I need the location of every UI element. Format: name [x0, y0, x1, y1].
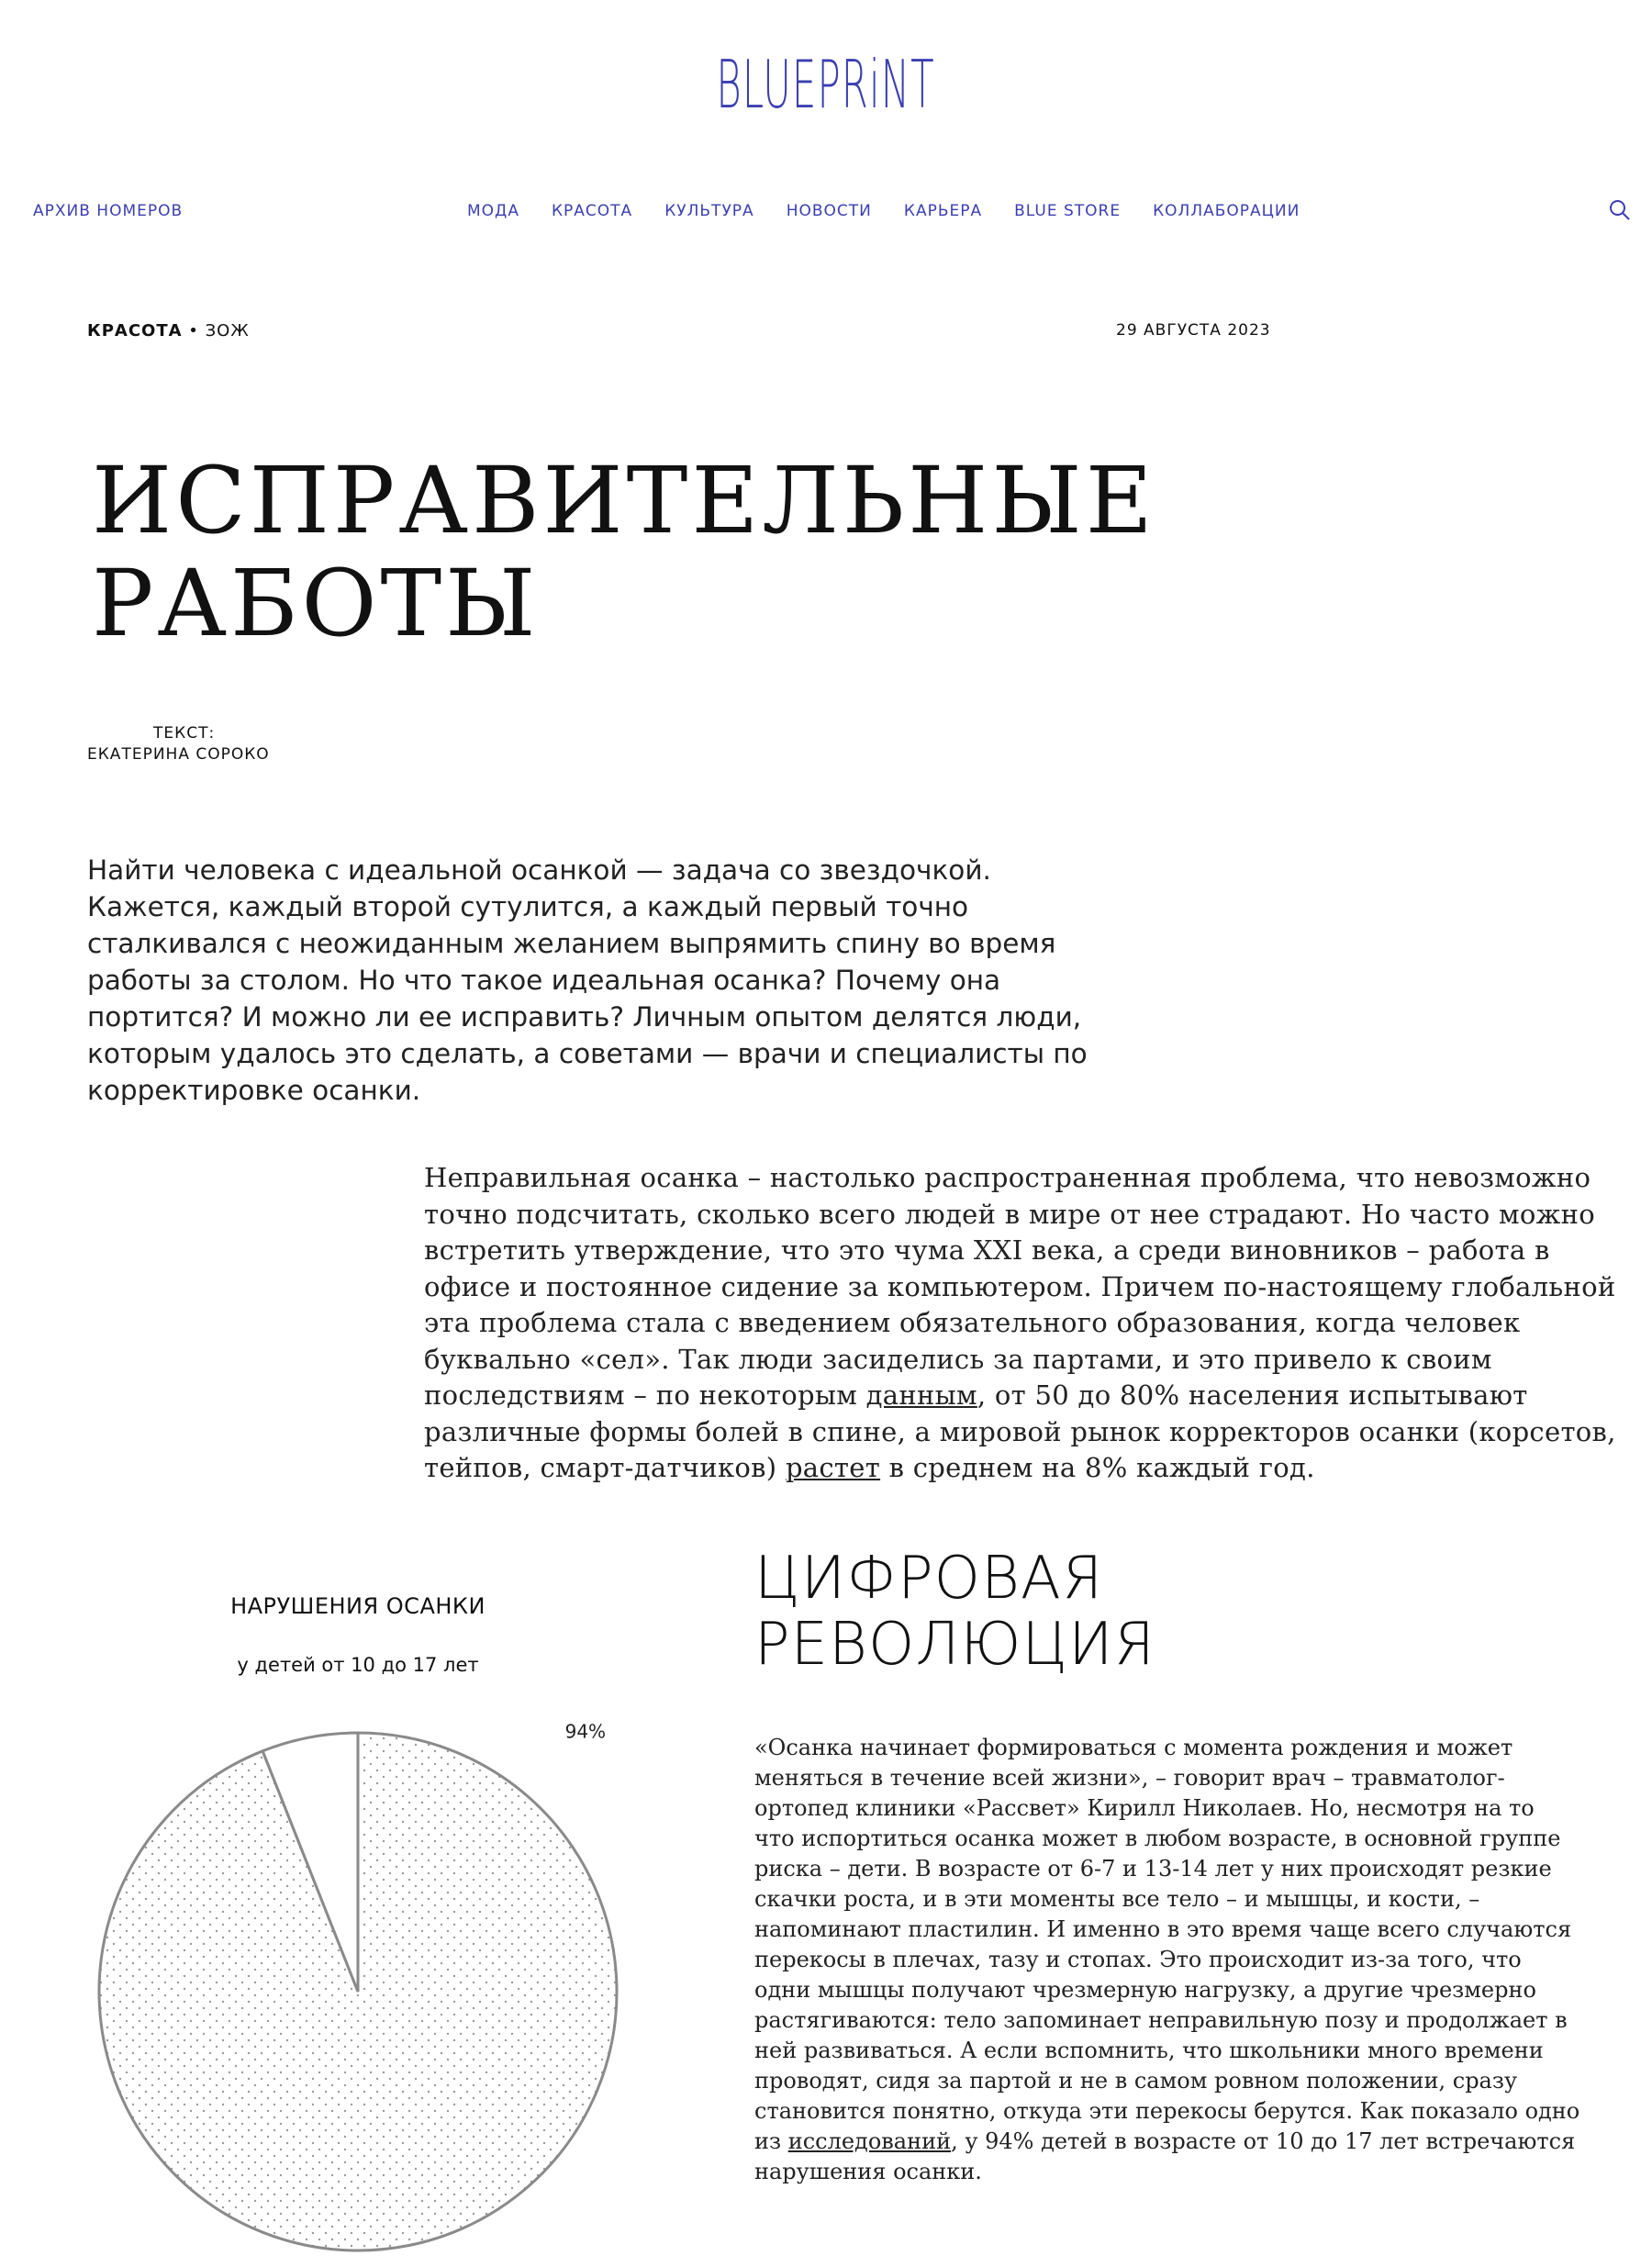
article-category — [87, 321, 250, 341]
body-paragraph-1 — [424, 1160, 1617, 1487]
body-paragraph-2 — [754, 1733, 1580, 2187]
article-date: 29 АВГУСТА 2023 — [1116, 321, 1271, 340]
nav-item-blue-store[interactable]: BLUE STORE — [1014, 202, 1122, 220]
article-lead: Найти человека с идеальной осанкой — задача со звездочкой. Кажется, каждый второй сутулится, а каждый первый точно сталкивался с неожиданным желанием выпрямить спину во время работы за столом. Но что такое идеальная осанка? Почему она портится? И можно ли ее исправить? Личным опытом делятся люди, которым удалось это сделать, а советами — врачи и специалисты по корректировке осанки. — [87, 854, 1088, 1106]
byline — [87, 723, 270, 765]
byline-label: ТЕКСТ: — [153, 724, 216, 743]
search-icon[interactable] — [1608, 198, 1632, 222]
body1-text-b: , от 50 до 80% населения испытывают различные формы болей в спине, а мировой рынок корректоров осанки (корсетов, тейпов, смарт-датчиков) — [424, 1379, 1616, 1483]
link-grows[interactable]: растет — [785, 1452, 881, 1483]
logo-text: BLUEPRiNT — [716, 46, 936, 123]
nav-item-collaborations[interactable]: КОЛЛАБОРАЦИИ — [1153, 202, 1300, 220]
section-heading-line-1: ЦИФРОВАЯ — [754, 1545, 1104, 1613]
main-menu — [467, 202, 1332, 220]
article-title — [92, 447, 1193, 657]
pie-chart — [92, 1716, 642, 2267]
section-heading-line-2: РЕВОЛЮЦИЯ — [754, 1611, 1155, 1679]
link-data[interactable]: данным — [865, 1379, 977, 1411]
link-research[interactable]: исследований — [787, 2128, 952, 2154]
title-line-2: РАБОТЫ — [92, 550, 540, 657]
top-navigation — [0, 198, 1652, 226]
body2-text-b: , у 94% детей в возрасте от 10 до 17 лет встречаются нарушения осанки. — [754, 2128, 1576, 2184]
chart-title: НАРУШЕНИЯ ОСАНКИ — [230, 1593, 486, 1619]
pie-label-0: 94% — [564, 1720, 607, 1743]
nav-item-career[interactable]: КАРЬЕРА — [903, 202, 983, 220]
nav-archive-link[interactable]: АРХИВ НОМЕРОВ — [33, 202, 184, 220]
nav-item-beauty[interactable]: КРАСОТА — [551, 202, 633, 220]
subcategory-link[interactable]: • ЗОЖ — [188, 321, 250, 341]
body2-text-a: «Осанка начинает формироваться с момента рождения и может меняться в течение всей жизни», – говорит врач – травматолог-ортопед клиники «Рассвет» Кирилл Николаев. Но, несмотря на то что испортиться осанка может в любом возрасте, в основной группе риска – дети. В возрасте от 6-7 и 13-14 лет у них происходят резкие скачки роста, и в эти моменты все тело – и мышцы, и кости, – напоминают пластилин. И именно в это время чаще всего случаются перекосы в плечах, тазу и стопах. Это происходит из-за того, что одни мышцы получают чрезмерную нагрузку, а другие чрезмерно растягиваются: тело запоминает неправильную позу и продолжает в ней развиваться. А если вспомнить, что школьники много времени проводят, сидя за партой и не в самом ровном положении, сразу становится понятно, откуда эти перекосы берутся. Как показало одно из — [754, 1735, 1580, 2154]
body1-text-c: в среднем на 8% каждый год. — [880, 1452, 1315, 1483]
title-line-1: ИСПРАВИТЕЛЬНЫЕ — [92, 447, 1156, 554]
category-link[interactable]: КРАСОТА — [87, 321, 183, 341]
nav-item-culture[interactable]: КУЛЬТУРА — [664, 202, 754, 220]
nav-item-news[interactable]: НОВОСТИ — [786, 202, 872, 220]
site-logo[interactable] — [0, 29, 1652, 140]
nav-item-fashion[interactable]: МОДА — [467, 202, 519, 220]
body1-text-a: Неправильная осанка – настолько распространенная проблема, что невозможно точно подсчитать, сколько всего людей в мире от нее страдают. Но часто можно встретить утверждение, что это чума XXI века, а среди виновников – работа в офисе и постоянное сидение за компьютером. Причем по-настоящему глобальной эта проблема стала с введением обязательного образования, когда человек буквально «сел». Так люди засиделись за партами, и это привело к своим последствиям – по некоторым — [424, 1162, 1616, 1411]
chart-subtitle: у детей от 10 до 17 лет — [237, 1654, 479, 1676]
author-link[interactable]: ЕКАТЕРИНА СОРОКО — [87, 745, 270, 764]
section-heading — [754, 1546, 1397, 1678]
